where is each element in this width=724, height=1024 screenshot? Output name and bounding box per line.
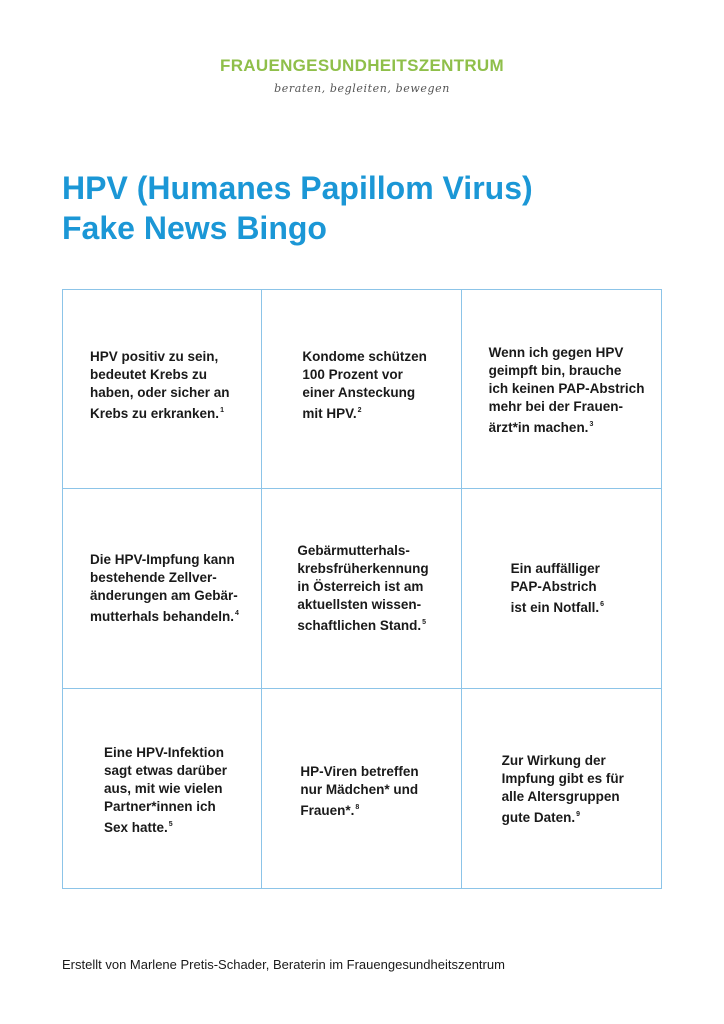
title-line-1: HPV (Humanes Papillom Virus) xyxy=(62,170,533,206)
bingo-cell-text: Ein auffälliger PAP-Abstrich ist ein Notfall.$^6$ xyxy=(510,561,605,616)
footnote-ref: 1 xyxy=(220,407,224,414)
footnote-ref: 9 xyxy=(576,810,581,818)
brand-tagline: beraten, begleiten, bewegen xyxy=(274,82,450,95)
footnote-ref: 3 xyxy=(589,421,594,428)
bingo-cell xyxy=(262,689,461,888)
title-line-2: Fake News Bingo xyxy=(62,210,327,246)
bingo-cell xyxy=(63,689,262,888)
bingo-cell xyxy=(262,290,461,489)
footnote-ref: 8 xyxy=(355,803,360,811)
bingo-cell xyxy=(462,689,661,888)
bingo-cell-text: Zur Wirkung der Impfung gibt es für alle Altersgruppen gute Daten.$^9$ xyxy=(501,752,624,825)
bingo-cell xyxy=(63,290,262,489)
bingo-cell-text: HP-Viren betreffen nur Mädchen* und Frauen*.$^8$ xyxy=(300,763,419,818)
bingo-cell-text: HPV positiv zu sein, bedeutet Krebs zu haben, oder sicher an Krebs zu erkranken.$^1$ xyxy=(90,349,230,421)
bingo-cell xyxy=(462,489,661,688)
bingo-cell-text: Gebärmutterhals- krebsfrüherkennung in Österreich ist am aktuellsten wissen- schaftlichen Stand.$^5$ xyxy=(297,543,429,634)
footnote-ref: 5 xyxy=(168,820,173,828)
bingo-cell xyxy=(462,290,661,489)
footnote-ref: 5 xyxy=(422,619,427,627)
bingo-cell xyxy=(262,489,461,688)
bingo-cell xyxy=(63,489,262,688)
bingo-cell-text: Eine HPV-Infektion sagt etwas darüber aus, mit wie vielen Partner*innen ich Sex hatte.$^5$ xyxy=(104,744,228,835)
bingo-cell-text: Kondome schützen 100 Prozent vor einer Ansteckung mit HPV.$^2$ xyxy=(302,349,427,421)
footnote-ref: 4 xyxy=(235,610,239,618)
page-title xyxy=(62,168,533,248)
bingo-grid xyxy=(62,289,662,889)
bingo-cell-text: Wenn ich gegen HPV geimpft bin, brauche ich keinen PAP-Abstrich mehr bei der Frauen- ärzt*in machen.$^3$ xyxy=(488,345,645,435)
brand-logo-text: FRAUENGESUNDHEITSZENTRUM xyxy=(220,56,504,75)
footnote-ref: 6 xyxy=(600,601,605,609)
footer-credit: Erstellt von Marlene Pretis-Schader, Beraterin im Frauengesundheitszentrum xyxy=(62,957,505,972)
footnote-ref: 2 xyxy=(357,407,362,414)
bingo-cell-text: Die HPV-Impfung kann bestehende Zellver- änderungen am Gebär- mutterhals behandeln.$^4$ xyxy=(90,552,239,625)
